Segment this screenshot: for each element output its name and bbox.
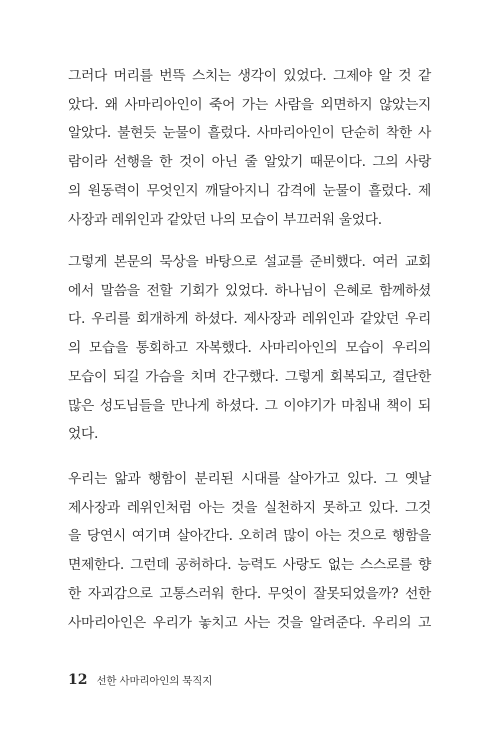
running-title: 선한 사마리아인의 묵직지 [96, 675, 213, 687]
text-line: 았다. 왜 사마리아인이 죽어 가는 사람을 외면하지 않았는지 [68, 96, 431, 113]
text-line: 의 원동력이 무엇인지 깨달아지니 감격에 눈물이 흘렀다. 제 [68, 182, 431, 199]
text-line: 었다. [68, 426, 98, 443]
text-line: 에서 말씀을 전할 기회가 있었다. 하나님이 은혜로 함께하셨 [68, 282, 431, 299]
text-line: 모습이 되길 가슴을 치며 간구했다. 그렇게 회복되고, 결단한 [68, 368, 431, 385]
text-line: 알았다. 불현듯 눈물이 흘렀다. 사마리아인이 단순히 착한 사 [68, 125, 431, 142]
text-line: 람이라 선행을 한 것이 아닌 줄 알았기 때문이다. 그의 사랑 [68, 154, 431, 171]
paragraph-3 [68, 465, 431, 637]
text-line: 다. 우리를 회개하게 하셨다. 제사장과 레위인과 같았던 우리 [68, 311, 431, 328]
paragraph-2 [68, 248, 431, 449]
text-line: 우리는 앎과 행함이 분리된 시대를 살아가고 있다. 그 옛날 [68, 471, 431, 487]
text-line: 면제한다. 그런데 공허하다. 능력도 사랑도 없는 스스로를 향 [68, 557, 431, 574]
text-line: 제사장과 레위인처럼 아는 것을 실천하지 못하고 있다. 그것 [68, 499, 431, 516]
text-line: 사마리아인은 우리가 놓치고 사는 것을 알려준다. 우리의 고 [68, 614, 431, 631]
page-number: 12 [68, 672, 88, 688]
text-line: 그렇게 본문의 묵상을 바탕으로 설교를 준비했다. 여러 교회 [68, 254, 431, 270]
text-line: 한 자괴감으로 고통스러워 한다. 무엇이 잘못되었을까? 선한 [68, 585, 431, 602]
text-line: 의 모습을 통회하고 자복했다. 사마리아인의 모습이 우리의 [68, 340, 431, 357]
text-line: 사장과 레위인과 같았던 나의 모습이 부끄러워 울었다. [68, 211, 382, 228]
text-line: 많은 성도님들을 만나게 하셨다. 그 이야기가 마침내 책이 되 [68, 397, 431, 414]
text-line: 을 당연시 여기며 살아간다. 오히려 많이 아는 것으로 행함을 [68, 528, 431, 545]
text-line: 그러다 머리를 번뜩 스치는 생각이 있었다. 그제야 알 것 같 [68, 68, 431, 84]
paragraph-1 [68, 62, 431, 234]
page-footer [68, 672, 212, 688]
